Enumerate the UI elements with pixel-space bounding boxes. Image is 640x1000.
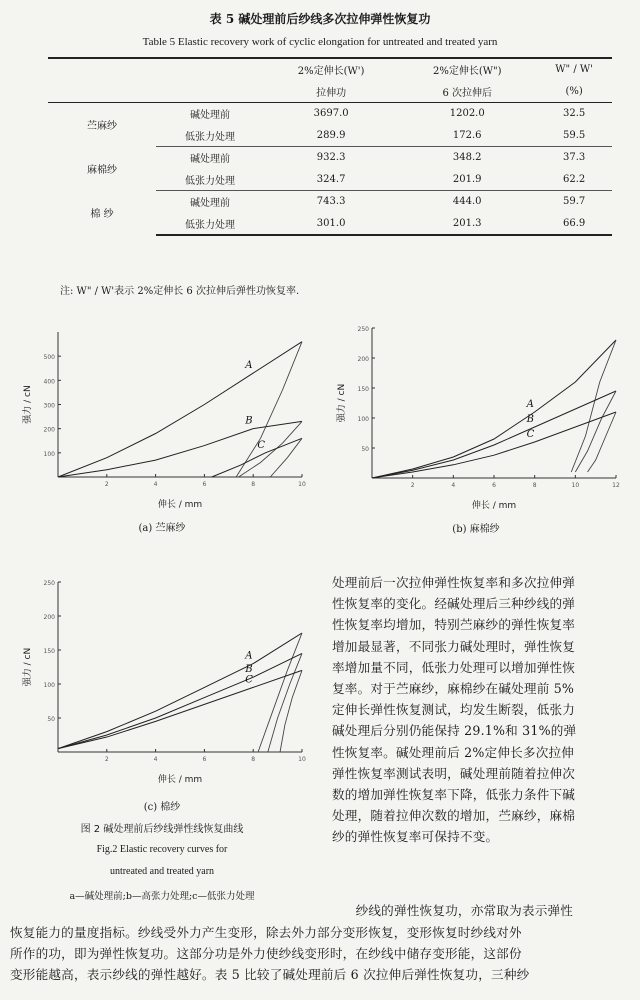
text-line: 性恢复率的变化。经碱处理后三种纱线的弹 <box>332 596 576 612</box>
text-line: 变形能越高，表示纱线的弹性越好。表 5 比较了碱处理前后 6 次拉伸后弹性恢复功，三种纱 <box>10 967 530 983</box>
cell-w1: 743.3 <box>316 196 346 208</box>
table-5 <box>48 57 612 236</box>
x-tick-label: 4 <box>153 481 158 488</box>
figure-caption-cn: 图 2 碱处理前后纱线弹性线恢复曲线 <box>80 824 244 835</box>
figure-legend: a—碱处理前;b—高张力处理;c—低张力处理 <box>69 891 255 902</box>
x-tick-label: 2 <box>104 756 109 763</box>
y-axis-label: 强力 / cN <box>337 383 347 423</box>
series-b-recovery-line <box>268 653 302 752</box>
treatment: 碱处理前 <box>190 198 230 210</box>
y-tick-label: 250 <box>357 326 369 333</box>
x-tick-label: 10 <box>571 482 580 489</box>
chart-b-panel-label: (b) 麻棉纱 <box>452 524 500 535</box>
x-tick-label: 6 <box>202 481 207 488</box>
cell-ratio: 59.5 <box>536 125 612 147</box>
header-w1-sub: 拉伸功 <box>264 81 398 103</box>
x-tick-label: 8 <box>251 481 256 488</box>
text-line: 复率。对于苎麻纱，麻棉纱在碱处理前 5% <box>332 681 575 697</box>
y-tick-label: 200 <box>43 426 55 434</box>
text-line: 处理，随着拉伸次数的增加，苎麻纱，麻棉 <box>332 808 576 824</box>
x-axis-label: 伸长 / mm <box>471 501 517 511</box>
cell-w1: 301.0 <box>264 213 398 236</box>
x-axis-label: 伸长 / mm <box>157 500 203 510</box>
x-tick-label: 2 <box>104 481 109 488</box>
chart-a-svg <box>12 322 312 517</box>
header-w6: 2%定伸长(W") <box>398 58 536 81</box>
cell-w6: 348.2 <box>452 152 482 164</box>
x-tick-label: 10 <box>298 481 306 488</box>
text-line: 性恢复率均增加，特别苎麻纱的弹性恢复率 <box>332 617 576 633</box>
table-note: 注: W" / W'表示 2%定伸长 6 次拉伸后弹性功恢复率. <box>60 286 300 297</box>
series-b-line <box>58 650 302 748</box>
header-w1: 2%定伸长(W') <box>264 58 398 81</box>
full-width-text <box>10 922 632 986</box>
chart-a-panel-label: (a) 苎麻纱 <box>138 523 186 534</box>
y-tick-label: 250 <box>43 580 55 587</box>
treatment: 低张力处理 <box>156 125 264 147</box>
cell-ratio: 32.5 <box>562 108 586 120</box>
text-line: 率增加量不同，低张力处理可以增加弹性恢 <box>332 659 576 675</box>
text-line: 纱的弹性恢复率可保持不变。 <box>332 829 499 845</box>
y-tick-label: 50 <box>361 446 369 453</box>
series-a-line <box>58 342 302 477</box>
cell-ratio: 66.9 <box>536 213 612 236</box>
cell-ratio: 37.3 <box>562 152 586 164</box>
series-b-label: B <box>245 415 253 427</box>
series-b-line <box>58 421 302 477</box>
text-line: 性恢复率。碱处理前后 2%定伸长多次拉伸 <box>332 744 575 760</box>
cell-w1: 324.7 <box>264 169 398 191</box>
series-c-label: C <box>526 429 535 440</box>
cell-w6: 201.9 <box>398 169 536 191</box>
figure-caption-en-1: Fig.2 Elastic recovery curves for <box>96 844 228 855</box>
text-line: 处理前后一次拉伸弹性恢复率和多次拉伸弹 <box>332 575 576 590</box>
series-a-label: A <box>245 360 253 372</box>
series-b-label: B <box>245 664 253 676</box>
y-tick-label: 100 <box>43 682 55 689</box>
y-tick-label: 200 <box>357 356 369 363</box>
table-caption-cn: 表 5 碱处理前后纱线多次拉伸弹性恢复功 <box>209 12 431 26</box>
cell-w6: 444.0 <box>452 196 482 208</box>
x-tick-label: 8 <box>251 756 256 763</box>
figure-caption-en-2: untreated and treated yarn <box>109 866 215 877</box>
chart-c-panel-label: (c) 棉纱 <box>143 802 181 813</box>
y-axis-label: 强力 / cN <box>23 385 33 424</box>
series-a-recovery-line <box>258 633 302 752</box>
chart-b-svg <box>326 318 626 518</box>
cell-w6: 1202.0 <box>449 108 485 120</box>
y-tick-label: 100 <box>357 416 369 423</box>
series-b-label: B <box>526 414 535 425</box>
series-a-label: A <box>245 650 253 662</box>
y-axis-label: 强力 / cN <box>23 647 33 687</box>
chart-c-svg <box>12 572 312 792</box>
series-c-line <box>58 670 302 748</box>
text-line: 数的增加弹性恢复率下降，低张力条件下碱 <box>332 787 576 803</box>
table-caption-en: Table 5 Elastic recovery work of cyclic elongation for untreated and treated yarn <box>142 36 498 48</box>
text-line: 碱处理后分别仍能保持 29.1%和 31%的弹 <box>332 723 577 739</box>
y-tick-label: 300 <box>43 402 55 410</box>
group-name: 麻棉纱 <box>87 165 117 176</box>
treatment: 低张力处理 <box>156 169 264 191</box>
group-name: 棉 纱 <box>90 209 114 221</box>
series-c-label: C <box>257 439 266 451</box>
header-ratio-sub: (%) <box>536 81 612 103</box>
x-tick-label: 12 <box>612 482 620 489</box>
y-tick-label: 50 <box>47 716 55 723</box>
table-row <box>48 191 612 213</box>
chart-b <box>326 318 626 535</box>
series-a-recovery-line <box>571 340 616 472</box>
group-name: 苎麻纱 <box>87 121 117 133</box>
chart-c <box>12 572 312 813</box>
text-line: 恢复能力的量度指标。纱线受外力产生变形，除去外力部分变形恢复，变形恢复时纱线对外 <box>10 925 522 940</box>
text-line: 增加最显著，不同张力碱处理时，弹性恢复 <box>332 638 576 654</box>
cell-w6: 172.6 <box>398 125 536 147</box>
x-tick-label: 2 <box>410 482 415 489</box>
x-tick-label: 4 <box>153 756 158 763</box>
header-empty <box>48 58 156 81</box>
treatment: 低张力处理 <box>156 213 264 236</box>
y-tick-label: 500 <box>43 354 55 362</box>
series-a-line <box>372 340 616 478</box>
y-tick-label: 150 <box>357 386 369 393</box>
text-line: 定伸长弹性恢复测试，均发生断裂，低张力 <box>332 702 576 718</box>
paragraph-first-line: 纱线的弹性恢复功，亦常取为表示弹性 <box>330 903 574 918</box>
cell-ratio: 59.7 <box>562 196 586 208</box>
y-tick-label: 100 <box>43 450 55 458</box>
text-line: 所作的功，即为弹性恢复功。这部分功是外力使纱线变形时，在纱线中储存变形能，这部份 <box>10 946 522 962</box>
text-line: 弹性恢复率测试表明，碱处理前随着拉伸次 <box>332 765 576 781</box>
treatment: 碱处理前 <box>190 110 230 122</box>
y-tick-label: 200 <box>43 614 55 621</box>
cell-w1: 3697.0 <box>313 108 349 120</box>
y-tick-label: 150 <box>43 648 55 655</box>
cell-ratio: 62.2 <box>536 169 612 191</box>
cell-w1: 289.9 <box>264 125 398 147</box>
header-w6-sub: 6 次拉伸后 <box>398 81 536 103</box>
cell-w6: 201.3 <box>398 213 536 236</box>
x-tick-label: 4 <box>451 482 456 489</box>
header-ratio: W" / W' <box>536 58 612 81</box>
y-tick-label: 400 <box>43 378 55 386</box>
treatment: 碱处理前 <box>190 154 230 166</box>
x-axis-label: 伸长 / mm <box>157 775 203 785</box>
right-column-text <box>332 572 632 848</box>
x-tick-label: 10 <box>298 756 306 763</box>
chart-a <box>12 322 312 534</box>
series-a-label: A <box>526 399 534 410</box>
table-row <box>48 147 612 169</box>
table-row <box>48 103 612 125</box>
x-tick-label: 6 <box>202 756 207 763</box>
x-tick-label: 6 <box>492 482 496 489</box>
series-b-recovery-line <box>239 421 302 477</box>
x-tick-label: 8 <box>532 482 537 489</box>
cell-w1: 932.3 <box>316 152 346 164</box>
series-c-label: C <box>245 674 253 686</box>
